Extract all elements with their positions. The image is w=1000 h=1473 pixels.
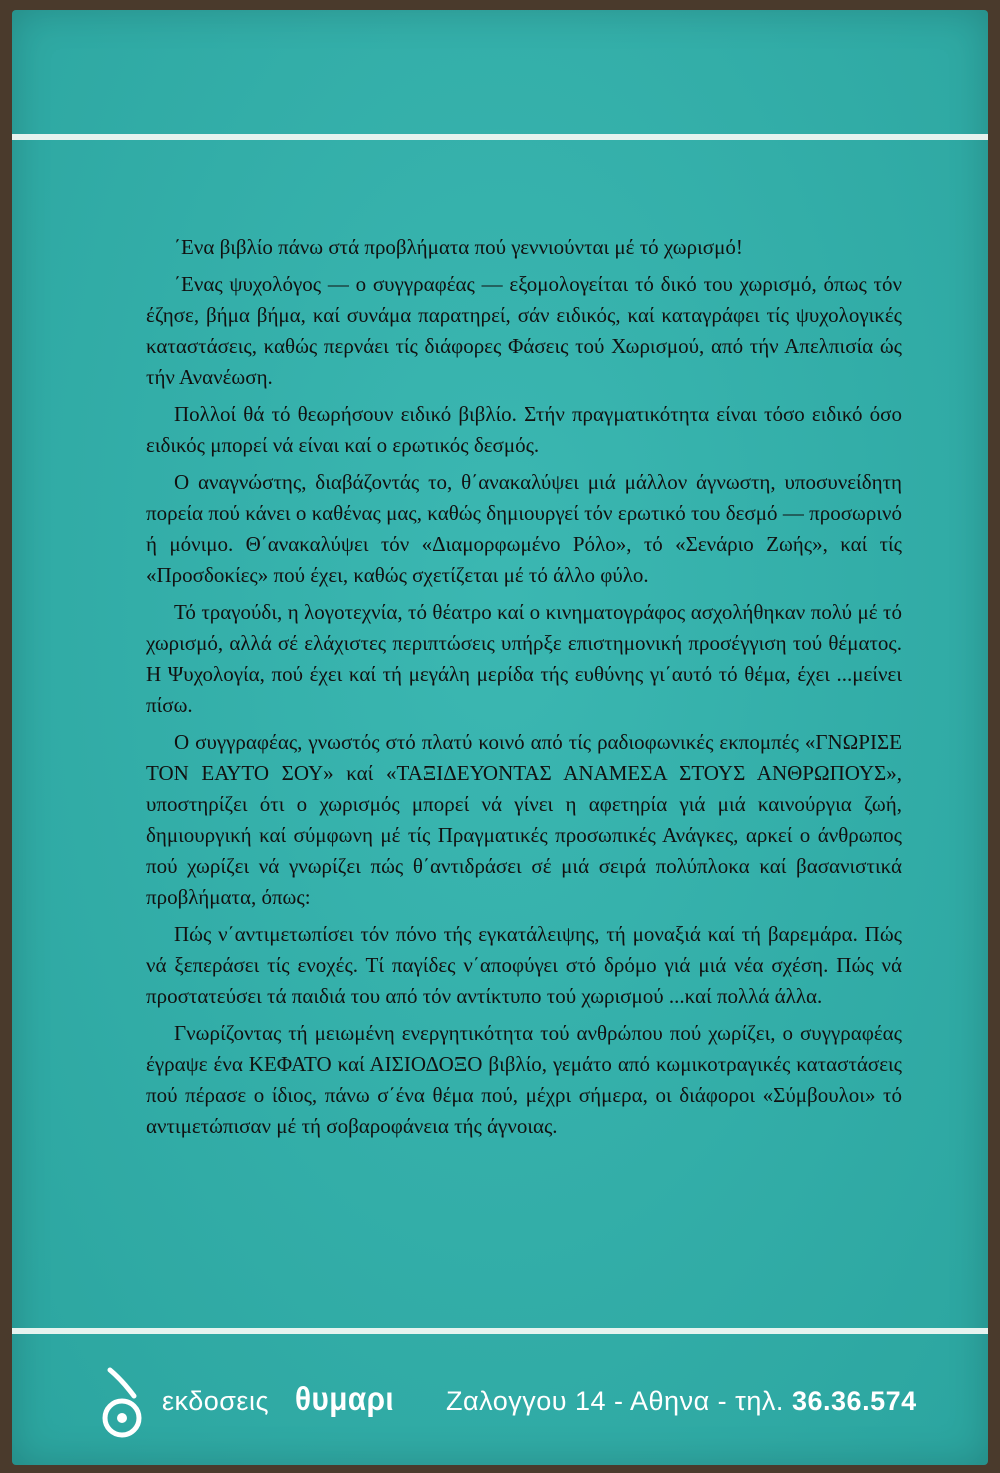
blurb-paragraph: ΄Ενα βιβλίο πάνω στά προβλήματα πού γεννιούνται μέ τό χωρισμό! [174,235,743,259]
blurb-paragraph: Τό τραγούδι, η λογοτεχνία, τό θέατρο καί ο κινηματογράφος ασχολήθηκαν πολύ μέ τό χωρισμό, αλλά σέ ελάχιστες περιπτώσεις υπήρξε επιστημονική προσέγγιση τού θέματος. Η Ψυχολογία, πού έχει καί τή μεγάλη μερίδα τής ευθύνης γι΄αυτό τό θέμα, έχει ...μείνει πίσω. [146,600,902,717]
publisher-logo-icon [100,1364,144,1444]
publisher-brand: θυμαρι [295,1380,395,1417]
blurb-text [146,232,902,1148]
bottom-divider [12,1328,988,1334]
blurb-paragraph: Γνωρίζοντας τή μειωμένη ενεργητικότητα τού ανθρώπου πού χωρίζει, ο συγγραφέας έγραψε ένα ΚΕΦΑΤΟ καί ΑΙΣΙΟΔΟΞΟ βιβλίο, γεμάτο από κωμικοτραγικές καταστάσεις πού πέρασε ο ίδιος, πάνω σ΄ένα θέμα πού, μέχρι σήμερα, οι διάφοροι «Σύμβουλοι» τό αντιμετώπισαν μέ τή σοβαροφάνεια τής άγνοιας. [146,1021,902,1138]
blurb-paragraph: Ο αναγνώστης, διαβάζοντάς το, θ΄ανακαλύψει μιά μάλλον άγνωστη, υποσυνείδητη πορεία πού κάνει ο καθένας μας, καθώς δημιουργεί τόν ερωτικό του δεσμό — προσωρινό ή μόνιμο. Θ΄ανακαλύψει τόν «Διαμορφωμένο Ρόλο», τό «Σενάριο Ζωής», καί τίς «Προσδοκίες» πού έχει, καθώς σχετίζεται μέ τό άλλο φύλο. [146,470,902,587]
publisher-footer [12,1340,988,1465]
blurb-paragraph: Πώς ν΄αντιμετωπίσει τόν πόνο τής εγκατάλειψης, τή μοναξιά καί τή βαρεμάρα. Πώς νά ξεπεράσει τίς ενοχές. Τί παγίδες ν΄αποφύγει στό δρόμο γιά μιά νέα σχέση. Πώς νά προστατεύσει τά παιδιά του από τόν αντίκτυπο τού χωρισμού ...καί πολλά άλλα. [146,922,902,1008]
back-cover [12,10,988,1465]
blurb-paragraph: ΄Ενας ψυχολόγος — ο συγγραφέας — εξομολογείται τό δικό του χωρισμό, όπως τόν έζησε, βήμα βήμα, καί συνάμα παρατηρεί, σάν ειδικός, καί καταγράφει τίς ψυχολογικές καταστάσεις, καθώς περνάει τίς διάφορες Φάσεις τού Χωρισμού, από τήν Απελπισία ώς τήν Ανανέωση. [146,272,902,389]
publisher-label: εκδοσεις [162,1386,269,1416]
blurb-paragraph: Πολλοί θά τό θεωρήσουν ειδικό βιβλίο. Στήν πραγματικότητα είναι τόσο ειδικό όσο ειδικός μπορεί νά είναι καί ο ερωτικός δεσμός. [146,402,902,457]
top-divider [12,134,988,140]
blurb-paragraph: Ο συγγραφέας, γνωστός στό πλατύ κοινό από τίς ραδιοφωνικές εκπομπές «ΓΝΩΡΙΣΕ ΤΟΝ ΕΑΥΤΟ ΣΟΥ» καί «ΤΑΞΙΔΕΥΟΝΤΑΣ ΑΝΑΜΕΣΑ ΣΤΟΥΣ ΑΝΘΡΩΠΟΥΣ», υποστηρίζει ότι ο χωρισμός μπορεί νά γίνει η αφετηρία γιά μιά καινούργια ζωή, δημιουργική καί σύμφωνη μέ τίς Πραγματικές προσωπικές Ανάγκες, αρκεί ο άνθρωπος πού χωρίζει νά γνωρίζει πώς θ΄αντιδράσει σέ μιά σειρά πολύπλοκα καί βασανιστικά προβλήματα, όπως: [146,730,902,909]
publisher-phone: 36.36.574 [792,1386,917,1416]
publisher-address: Ζαλογγου 14 - Αθηνα - τηλ. [446,1386,784,1416]
